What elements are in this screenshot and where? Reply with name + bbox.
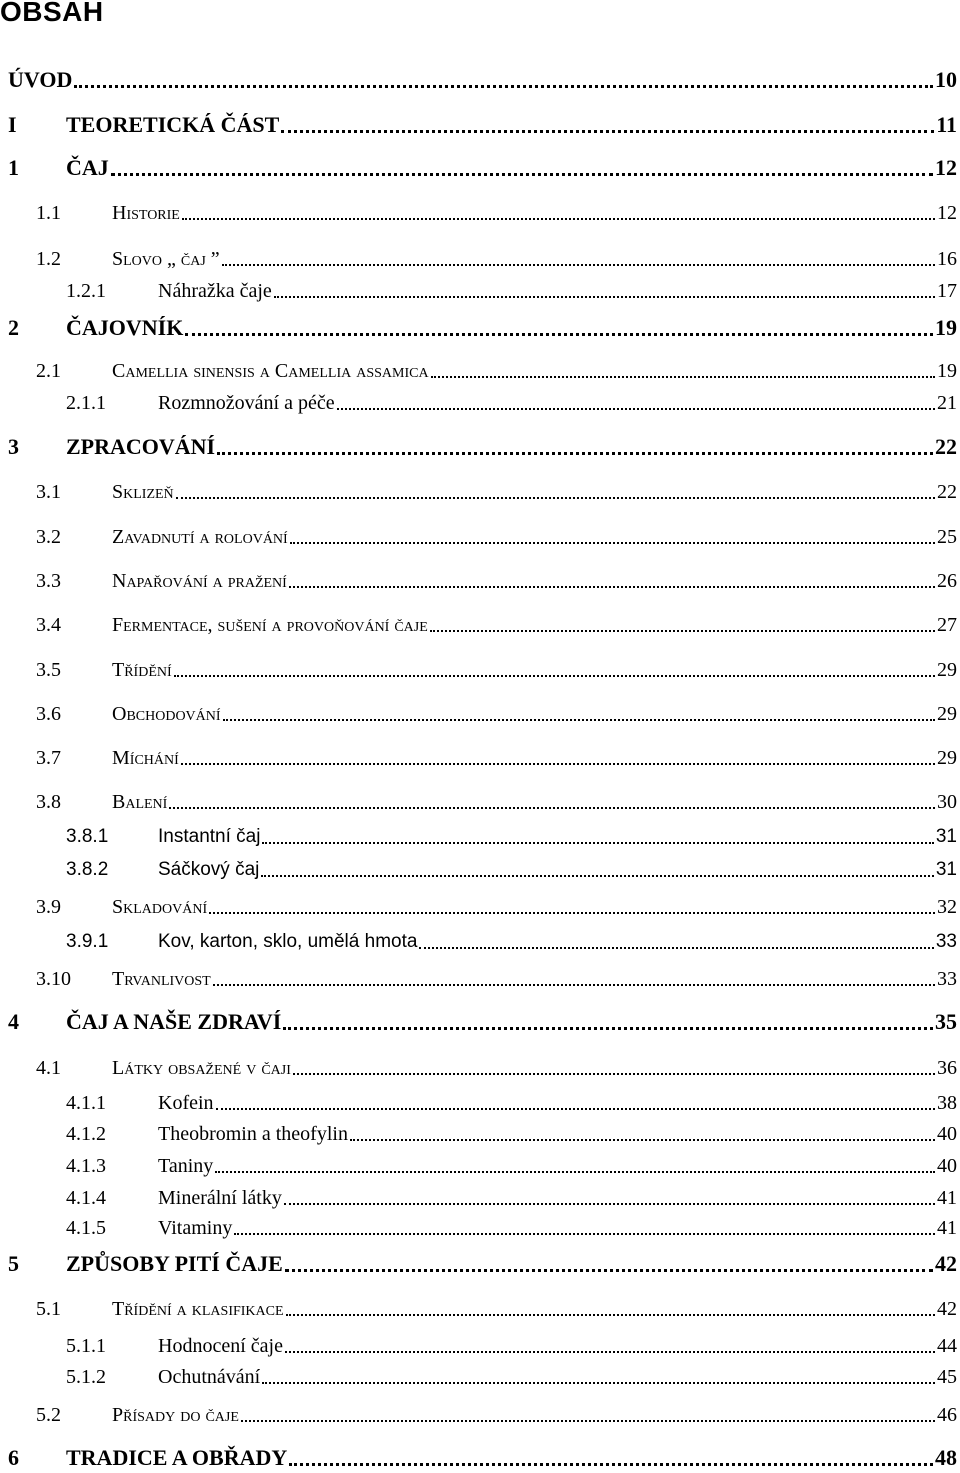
toc-entry[interactable] <box>36 242 957 272</box>
toc-entry-page-number: 36 <box>937 1057 957 1079</box>
dot-leader <box>284 1203 935 1205</box>
toc-entry-number: 3.2 <box>36 526 61 548</box>
toc-entry-title: Zavadnutí a rolování <box>112 526 288 548</box>
toc-entry-number: 3.8.1 <box>66 826 109 847</box>
toc-entry-title: ZPRACOVÁNÍ <box>66 434 216 459</box>
toc-entry[interactable] <box>36 1051 957 1081</box>
toc-entry-title: Trvanlivost <box>112 968 211 990</box>
dot-leader <box>223 719 935 721</box>
dot-leader <box>286 1314 935 1316</box>
toc-entry-title: ČAJOVNÍK <box>66 315 184 340</box>
toc-entry[interactable] <box>36 564 957 594</box>
toc-entry[interactable] <box>66 820 957 850</box>
toc-entry-title: Sáčkový čaj <box>158 859 260 880</box>
toc-entry-page-number: 16 <box>937 248 957 270</box>
toc-entry-number: 5.1 <box>36 1298 61 1320</box>
toc-entry[interactable] <box>66 1149 957 1179</box>
toc-entry-title: Skladování <box>112 896 208 918</box>
toc-entry-title: Látky obsažené v čaji <box>112 1057 291 1079</box>
toc-entry-number: 2 <box>8 315 19 340</box>
toc-entry-number: 3.5 <box>36 659 61 681</box>
toc-entry-number: 5.1.1 <box>66 1335 106 1357</box>
toc-entry-number: 1.1 <box>36 202 61 224</box>
toc-entry-title: Kov, karton, sklo, umělá hmota <box>158 931 418 952</box>
toc-entry-page-number: 12 <box>935 155 957 180</box>
dot-leader <box>74 85 933 88</box>
toc-entry-page-number: 40 <box>937 1123 957 1145</box>
toc-entry-number: I <box>8 112 17 137</box>
dot-leader <box>419 947 933 949</box>
toc-entry-page-number: 26 <box>937 570 957 592</box>
toc-entry-number: 3.7 <box>36 747 61 769</box>
toc-entry-number: 4.1.1 <box>66 1092 106 1114</box>
toc-entry-page-number: 32 <box>937 896 957 918</box>
dot-leader <box>285 1269 933 1272</box>
toc-entry-number: 4.1.4 <box>66 1187 106 1209</box>
toc-entry-title: Napařování a pražení <box>112 570 287 592</box>
toc-entry-title: Míchání <box>112 747 179 769</box>
toc-entry[interactable] <box>8 64 957 94</box>
toc-entry-number: 2.1 <box>36 360 61 382</box>
toc-entry-title: Historie <box>112 202 180 224</box>
dot-leader <box>181 763 935 765</box>
dot-leader <box>337 408 935 410</box>
dot-leader <box>215 1171 935 1173</box>
toc-entry-page-number: 33 <box>935 931 957 952</box>
toc-entry-number: 5.2 <box>36 1404 61 1426</box>
toc-entry[interactable] <box>66 1360 957 1390</box>
toc-entry[interactable] <box>8 1006 957 1036</box>
toc-entry-page-number: 46 <box>937 1404 957 1426</box>
toc-entry[interactable] <box>8 109 957 139</box>
toc-entry-page-number: 10 <box>935 67 957 92</box>
toc-entry-title: ZPŮSOBY PITÍ ČAJE <box>66 1251 283 1276</box>
toc-entry-title: Kofein <box>158 1092 214 1114</box>
toc-entry[interactable] <box>36 196 957 226</box>
dot-leader <box>217 452 933 455</box>
toc-entry-page-number: 45 <box>937 1366 957 1388</box>
toc-entry-number: 4.1.3 <box>66 1155 106 1177</box>
toc-entry[interactable] <box>8 152 957 182</box>
toc-entry-title: Rozmnožování a péče <box>158 392 335 414</box>
toc-entry-title: Třídění a klasifikace <box>112 1298 284 1320</box>
toc-entry-number: 1.2.1 <box>66 280 106 302</box>
toc-entry-number: 1.2 <box>36 248 61 270</box>
toc-entry-title: Hodnocení čaje <box>158 1335 283 1357</box>
toc-entry-page-number: 41 <box>937 1187 957 1209</box>
dot-leader <box>222 264 935 266</box>
dot-leader <box>185 333 933 336</box>
toc-entry-number: 1 <box>8 155 19 180</box>
dot-leader <box>262 842 933 844</box>
dot-leader <box>281 130 934 133</box>
dot-leader <box>350 1139 935 1141</box>
toc-entry-number: 3.8.2 <box>66 859 109 880</box>
toc-entry-number: 5 <box>8 1251 19 1276</box>
toc-entry-number: 4.1.2 <box>66 1123 106 1145</box>
toc-entry-page-number: 11 <box>936 112 957 137</box>
toc-entry[interactable] <box>36 962 957 992</box>
toc-entry-title: Camellia sinensis a Camellia assamica <box>112 360 429 382</box>
toc-entry[interactable] <box>66 1329 957 1359</box>
toc-entry-page-number: 25 <box>937 526 957 548</box>
dot-leader <box>111 173 933 176</box>
toc-entry[interactable] <box>66 853 957 883</box>
toc-entry-title: TRADICE A OBŘADY <box>66 1445 288 1470</box>
toc-entry-title: Přísady do čaje <box>112 1404 239 1426</box>
toc-entry-title: ČAJ A NAŠE ZDRAVÍ <box>66 1009 282 1034</box>
toc-entry[interactable] <box>36 741 957 771</box>
dot-leader <box>430 630 935 632</box>
dot-leader <box>293 1073 935 1075</box>
toc-entry-number: 4.1.5 <box>66 1217 106 1239</box>
toc-entry[interactable] <box>8 1248 957 1278</box>
toc-entry[interactable] <box>8 312 957 342</box>
toc-entry[interactable] <box>66 925 957 955</box>
toc-entry-page-number: 42 <box>937 1298 957 1320</box>
toc-entry[interactable] <box>36 785 957 815</box>
toc-entry-number: 3.9 <box>36 896 61 918</box>
dot-leader <box>285 1351 935 1353</box>
toc-entry[interactable] <box>8 431 957 461</box>
dot-leader <box>174 675 935 677</box>
toc-entry-number: 3.3 <box>36 570 61 592</box>
toc-entry[interactable] <box>8 1442 957 1472</box>
dot-leader <box>169 807 935 809</box>
dot-leader <box>261 875 933 877</box>
toc-entry-number: 4 <box>8 1009 19 1034</box>
toc-entry[interactable] <box>66 274 957 304</box>
toc-entry-number: 3.1 <box>36 481 61 503</box>
toc-entry[interactable] <box>36 697 957 727</box>
dot-leader <box>431 376 935 378</box>
toc-entry-page-number: 17 <box>937 280 957 302</box>
dot-leader <box>283 1027 933 1030</box>
toc-entry-title: Balení <box>112 791 168 813</box>
toc-entry-number: 4.1 <box>36 1057 61 1079</box>
toc-entry-page-number: 44 <box>937 1335 957 1357</box>
toc-entry[interactable] <box>36 1398 957 1428</box>
toc-entry-title: Obchodování <box>112 703 221 725</box>
dot-leader <box>216 1108 935 1110</box>
dot-leader <box>209 912 935 914</box>
dot-leader <box>289 586 935 588</box>
toc-entry-page-number: 33 <box>937 968 957 990</box>
dot-leader <box>274 296 935 298</box>
toc-entry-page-number: 48 <box>935 1445 957 1470</box>
toc-entry-page-number: 29 <box>937 703 957 725</box>
toc-entry-title: Instantní čaj <box>158 826 261 847</box>
toc-entry-page-number: 41 <box>937 1217 957 1239</box>
toc-entry-page-number: 21 <box>937 392 957 414</box>
dot-leader <box>289 1463 933 1466</box>
toc-entry-title: ČAJ <box>66 155 109 180</box>
toc-entry-title: Náhražka čaje <box>158 280 272 302</box>
toc-entry-page-number: 38 <box>937 1092 957 1114</box>
toc-entry-page-number: 12 <box>937 202 957 224</box>
toc-entry-page-number: 30 <box>937 791 957 813</box>
dot-leader <box>182 218 935 220</box>
toc-entry-page-number: 19 <box>935 315 957 340</box>
toc-entry-title: Sklizeň <box>112 481 174 503</box>
page-title: OBSAH <box>0 0 104 27</box>
toc-entry[interactable] <box>36 354 957 384</box>
toc-entry-title: Theobromin a theofylin <box>158 1123 348 1145</box>
dot-leader <box>262 1382 935 1384</box>
toc-entry[interactable] <box>36 475 957 505</box>
toc-entry-title: Ochutnávání <box>158 1366 261 1388</box>
toc-entry-title: TEORETICKÁ ČÁST <box>66 112 280 137</box>
toc-entry-number: 3.8 <box>36 791 61 813</box>
toc-entry-page-number: 40 <box>937 1155 957 1177</box>
toc-entry-title: Třídění <box>112 659 172 681</box>
toc-entry[interactable] <box>36 608 957 638</box>
toc-entry[interactable] <box>66 386 957 416</box>
toc-entry-page-number: 22 <box>935 434 957 459</box>
toc-entry-number: 3.10 <box>36 968 71 990</box>
toc-entry[interactable] <box>36 653 957 683</box>
toc-entry-title: Vitaminy <box>158 1217 233 1239</box>
dot-leader <box>234 1233 935 1235</box>
toc-entry[interactable] <box>36 890 957 920</box>
toc-entry-page-number: 29 <box>937 659 957 681</box>
toc-entry-number: 6 <box>8 1445 19 1470</box>
toc-entry[interactable] <box>66 1086 957 1116</box>
toc-entry-number: 3.9.1 <box>66 931 109 952</box>
toc-entry[interactable] <box>66 1211 957 1241</box>
toc-entry[interactable] <box>36 520 957 550</box>
toc-entry-page-number: 19 <box>937 360 957 382</box>
toc-entry-number: 3.4 <box>36 614 61 636</box>
toc-entry-number: 5.1.2 <box>66 1366 106 1388</box>
toc-entry-page-number: 31 <box>935 859 957 880</box>
toc-entry-number: 3.6 <box>36 703 61 725</box>
toc-entry-number: 3 <box>8 434 19 459</box>
toc-entry-title: Minerální látky <box>158 1187 282 1209</box>
dot-leader <box>176 497 935 499</box>
toc-entry-number: 2.1.1 <box>66 392 106 414</box>
toc-entry[interactable] <box>36 1292 957 1322</box>
toc-entry-title: Slovo „ čaj ” <box>112 248 220 270</box>
toc-entry[interactable] <box>66 1117 957 1147</box>
toc-entry-page-number: 35 <box>935 1009 957 1034</box>
toc-entry-title: Fermentace, sušení a provoňování čaje <box>112 614 428 636</box>
toc-entry-page-number: 42 <box>935 1251 957 1276</box>
toc-entry-page-number: 22 <box>937 481 957 503</box>
dot-leader <box>241 1420 935 1422</box>
toc-entry-page-number: 31 <box>935 826 957 847</box>
toc-entry-page-number: 29 <box>937 747 957 769</box>
toc-entry-title: Taniny <box>158 1155 214 1177</box>
dot-leader <box>290 542 935 544</box>
dot-leader <box>213 984 935 986</box>
toc-entry[interactable] <box>66 1181 957 1211</box>
toc-entry-number: ÚVOD <box>8 67 73 92</box>
toc-entry-page-number: 27 <box>937 614 957 636</box>
